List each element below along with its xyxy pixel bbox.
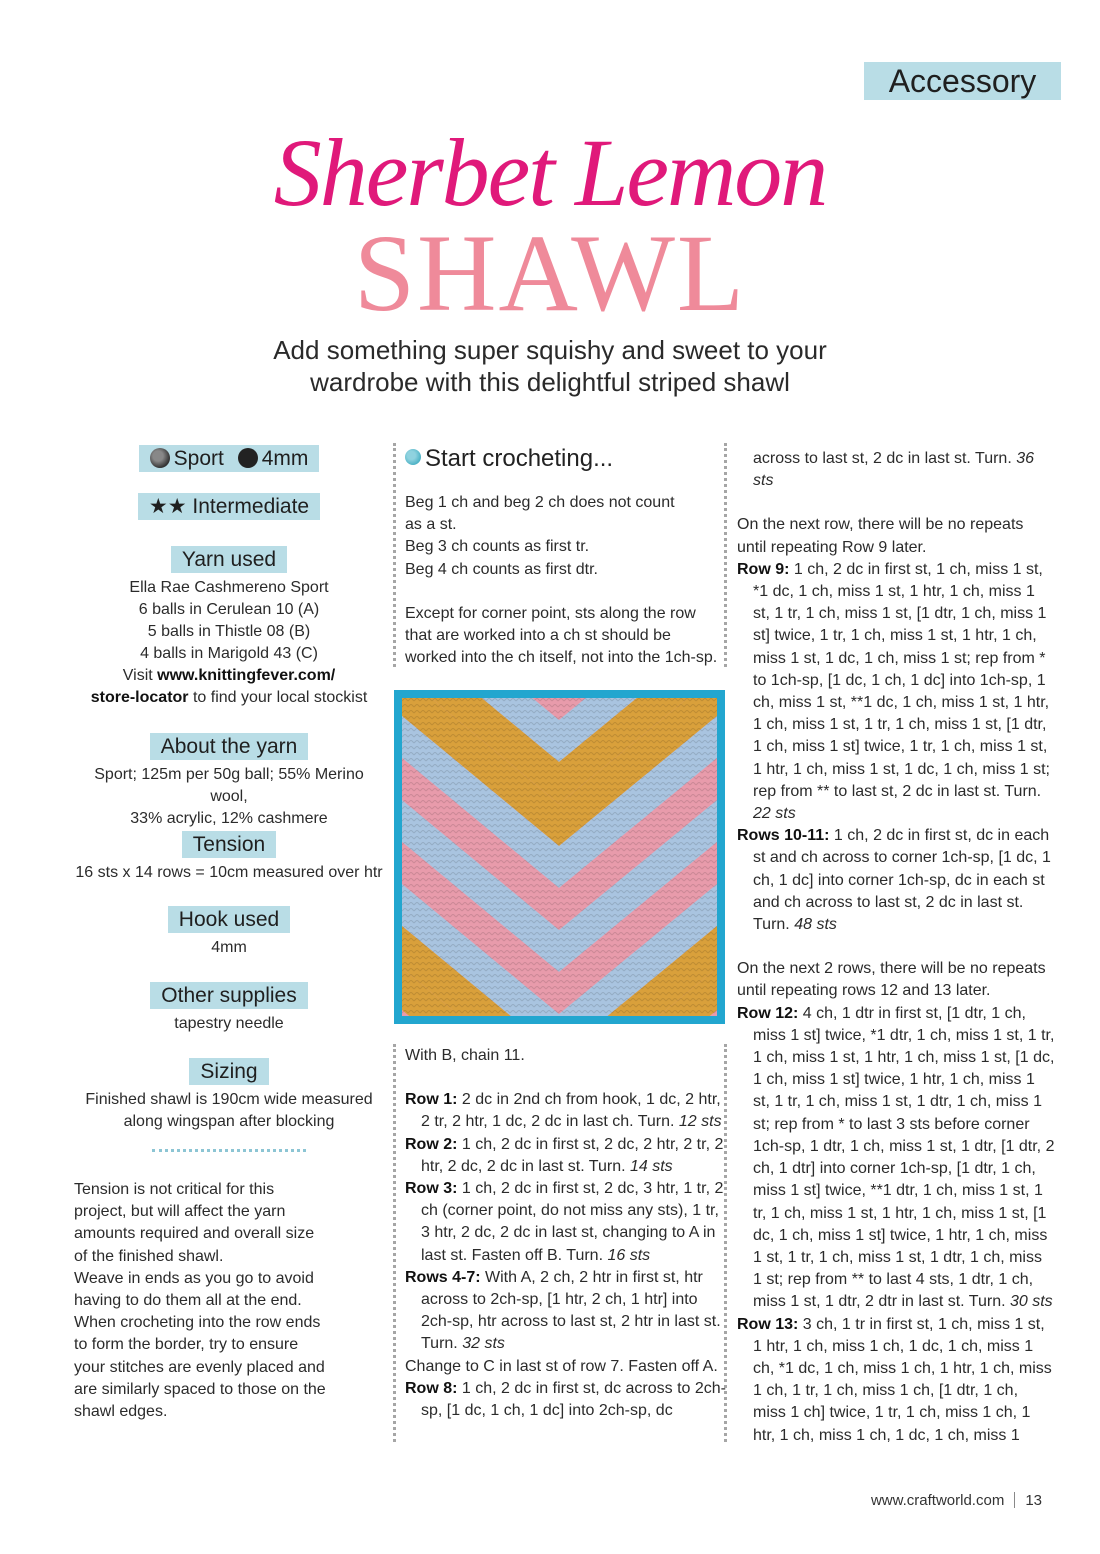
row-label: Row 9: bbox=[737, 560, 790, 578]
column-divider bbox=[393, 1044, 396, 1442]
row-text: 1 ch, 2 dc in first st, dc in each st and ch across to corner 1ch-sp, [1 dc, 1 ch, 1 dc] into corner 1ch-sp, dc in each st and ch across to last st, 2 dc in last st. Turn. bbox=[753, 827, 1051, 934]
stockist-suffix: to find your local stockist bbox=[188, 689, 368, 706]
yarn-line: 4 balls in Marigold 43 (C) bbox=[140, 645, 318, 662]
footer-separator bbox=[1014, 1492, 1015, 1508]
note-line: to form the border, try to ensure bbox=[74, 1336, 299, 1354]
divider bbox=[152, 1149, 306, 1152]
weight-hook-badge bbox=[74, 445, 384, 472]
title-line-2: SHAWL bbox=[353, 212, 747, 334]
row-label: Rows 4-7: bbox=[405, 1268, 481, 1286]
hook-icon bbox=[238, 448, 258, 468]
row-text: 1 ch, 2 dc in first st, dc across to 2ch-sp, [1 dc, 1 ch, 1 dc] into 2ch-sp, dc bbox=[421, 1379, 726, 1420]
colour-change-note: Change to C in last st of row 7. Fasten off A. bbox=[405, 1357, 718, 1375]
stitch-count: 32 sts bbox=[462, 1335, 505, 1353]
stitch-count: 14 sts bbox=[629, 1157, 673, 1175]
note-line: amounts required and overall size bbox=[74, 1225, 315, 1243]
hook-used-label: Hook used bbox=[168, 906, 290, 933]
notes bbox=[74, 1179, 364, 1423]
tension-value: 16 sts x 14 rows = 10cm measured over htr bbox=[75, 864, 383, 881]
visit-text: Visit bbox=[122, 667, 158, 684]
note-line: shawl edges. bbox=[74, 1403, 168, 1421]
stockist-link[interactable]: www.knittingfever.com/ bbox=[157, 667, 336, 684]
row-8-continued: across to last st, 2 dc in last st. Turn. bbox=[753, 450, 1017, 467]
note-line: project, but will affect the yarn bbox=[74, 1203, 286, 1221]
row-label: Row 2: bbox=[405, 1135, 458, 1153]
about-yarn-label: About the yarn bbox=[150, 733, 309, 760]
row-label: Row 12: bbox=[737, 1004, 799, 1022]
about-yarn-line: 33% acrylic, 12% cashmere bbox=[130, 810, 328, 827]
row-9 bbox=[737, 559, 1055, 825]
note-line: Weave in ends as you go to avoid bbox=[74, 1269, 314, 1287]
row-text: 1 ch, 2 dc in first st, 2 dc, 2 htr, 2 tr, 2 htr, 2 dc, 2 dc in last st. Turn. bbox=[421, 1135, 724, 1175]
row-label: Row 8: bbox=[405, 1379, 458, 1397]
sizing-line: along wingspan after blocking bbox=[123, 1113, 335, 1130]
subtitle-line-1: Add something super squishy and sweet to your bbox=[273, 335, 827, 365]
hook-size-text: 4mm bbox=[261, 447, 309, 470]
row-2 bbox=[405, 1134, 727, 1178]
yarn-ball-icon bbox=[150, 448, 170, 468]
intro-line: worked into the ch itself, not into the 1ch-sp. bbox=[405, 649, 718, 667]
column-divider bbox=[393, 443, 396, 667]
subtitle-line-2: wardrobe with this delightful striped shawl bbox=[310, 367, 790, 397]
about-yarn-section bbox=[74, 733, 384, 830]
note-line: Tension is not critical for this bbox=[74, 1181, 275, 1198]
stitch-count: 36 sts bbox=[753, 450, 1035, 490]
yarn-used-label: Yarn used bbox=[171, 546, 287, 573]
row-label: Row 13: bbox=[737, 1315, 799, 1333]
note-line: having to do them all at the end. bbox=[74, 1292, 302, 1310]
difficulty-badge bbox=[74, 493, 384, 520]
intro-line: Beg 1 ch and beg 2 ch does not count bbox=[405, 494, 675, 511]
note-line: On the next 2 rows, there will be no repeats bbox=[737, 960, 1046, 978]
sizing-line: Finished shawl is 190cm wide measured bbox=[85, 1091, 373, 1108]
yarn-line: 5 balls in Thistle 08 (B) bbox=[147, 623, 311, 640]
yarn-line: 6 balls in Cerulean 10 (A) bbox=[138, 601, 320, 618]
weight-text: Sport bbox=[173, 447, 224, 470]
stitch-count: 48 sts bbox=[794, 916, 837, 934]
start-heading bbox=[405, 445, 727, 473]
row-label: Row 3: bbox=[405, 1180, 458, 1198]
tension-section bbox=[74, 831, 384, 884]
row-1 bbox=[405, 1089, 727, 1133]
note-line: are similarly spaced to those on the bbox=[74, 1380, 326, 1398]
row-text: 1 ch, 2 dc in first st, 1 ch, miss 1 st, *1 dc, 1 ch, miss 1 st, 1 htr, 1 ch, miss 1 st, 1 tr, 1 ch, miss 1 st, [1 dtr, 1 ch, miss 1 st] twice, 1 tr, 1 ch, miss 1 st, 1 htr, 1 ch, miss 1 st, 1 dc, 1 ch, miss 1 st; rep from * to 1ch-sp, [1 dc, 1 ch, 1 dc] into 1ch-sp, 1 ch, miss 1 st, **1 dc, 1 ch, miss 1 st, 1 htr, 1 ch, miss 1 st, 1 tr, 1 ch, miss 1 st, [1 dtr, 1 ch, miss 1 st] twice, 1 tr, 1 ch, miss 1 st, 1 htr, 1 ch, miss 1 st, 1 dc, 1 ch, miss 1 st; rep from ** to last st, 2 dc in last st. Turn. bbox=[753, 560, 1050, 800]
note-line: your stitches are evenly placed and bbox=[74, 1358, 325, 1376]
other-supplies-section bbox=[74, 982, 384, 1035]
sizing-section bbox=[74, 1058, 384, 1133]
yarn-ball-icon bbox=[405, 449, 421, 465]
start-intro bbox=[405, 492, 727, 669]
intro-line: Beg 3 ch counts as first tr. bbox=[405, 538, 590, 556]
row-text: With A, 2 ch, 2 htr in first st, htr across to 2ch-sp, [1 htr, 2 ch, 1 htr] into 2ch-sp, htr across to last st, 2 htr in last st. Turn. bbox=[421, 1268, 721, 1353]
note-line: of the finished shawl. bbox=[74, 1247, 224, 1265]
footer-url[interactable]: www.craftworld.com bbox=[870, 1492, 1005, 1509]
stitch-count: 30 sts bbox=[1009, 1293, 1053, 1311]
intro-line: that are worked into a ch st should be bbox=[405, 627, 671, 645]
rows-4-7 bbox=[405, 1267, 727, 1356]
category-label: Accessory bbox=[864, 62, 1061, 100]
row-label: Rows 10-11: bbox=[737, 827, 830, 845]
row-13 bbox=[737, 1314, 1055, 1447]
stitch-count: 22 sts bbox=[753, 805, 796, 823]
row-label: Row 1: bbox=[405, 1091, 458, 1109]
start-heading-text: Start crocheting... bbox=[425, 445, 614, 472]
note-line: until repeating rows 12 and 13 later. bbox=[737, 982, 991, 1000]
pattern-rows-right bbox=[737, 448, 1055, 1447]
page-number: 13 bbox=[1025, 1492, 1042, 1509]
row-8 bbox=[405, 1378, 727, 1422]
intro-line: Beg 4 ch counts as first dtr. bbox=[405, 560, 598, 578]
difficulty-stars-icon: ★★ bbox=[148, 495, 187, 518]
row-3 bbox=[405, 1178, 727, 1267]
intro-line: as a st. bbox=[405, 516, 457, 534]
pattern-rows-middle bbox=[405, 1045, 727, 1422]
row-12 bbox=[737, 1003, 1055, 1314]
stitch-count: 16 sts bbox=[607, 1246, 651, 1264]
yarn-line: Ella Rae Cashmereno Sport bbox=[129, 579, 329, 596]
note-line: When crocheting into the row ends bbox=[74, 1314, 321, 1332]
sizing-label: Sizing bbox=[189, 1058, 268, 1085]
title-line-1: Sherbet Lemon bbox=[273, 119, 827, 226]
shawl-stripes-image bbox=[402, 698, 717, 1016]
row-text: 1 ch, 2 dc in first st, 2 dc, 3 htr, 1 tr, 2 ch (corner point, do not miss any sts), 1 tr, 3 htr, 2 dc, 2 dc in last st, changing to A in last st. Fasten off B. Turn. bbox=[421, 1180, 724, 1264]
footer bbox=[871, 1492, 1042, 1509]
note-line: until repeating Row 9 later. bbox=[737, 538, 927, 556]
shawl-photo bbox=[394, 690, 725, 1024]
other-supplies-value: tapestry needle bbox=[174, 1015, 284, 1032]
yarn-used-section bbox=[74, 546, 384, 709]
rows-10-11 bbox=[737, 825, 1055, 936]
note-line: On the next row, there will be no repeats bbox=[737, 516, 1024, 534]
hook-used-value: 4mm bbox=[211, 939, 247, 956]
row-text: 4 ch, 1 dtr in first st, [1 dtr, 1 ch, miss 1 st] twice, *1 dtr, 1 ch, miss 1 st, 1 tr, 1 ch, miss 1 st, 1 htr, 1 ch, miss 1 st, [1 dc, 1 ch, miss 1 st] twice, 1 htr, 1 ch, miss 1 st, 1 tr, 1 ch, miss 1 st, 1 dtr, 1 ch, miss 1 st; rep from * to last 3 sts before corner 1ch-sp, 1 dtr, 1 ch, miss 1 st, 1 dtr, [1 dtr, 2 ch, 1 dtr] into corner 1ch-sp, [1 dtr, 1 ch, miss 1 st] twice, **1 dtr, 1 ch, miss 1 st, 1 tr, 1 ch, miss 1 st, 1 htr, 1 ch, miss 1 st, [1 dc, 1 ch, miss 1 st] twice, 1 htr, 1 ch, miss 1 st, 1 tr, 1 ch, miss 1 st, 1 dtr, 1 ch, miss 1 st; rep from ** to last 4 sts, 1 dtr, 1 ch, miss 1 st, 1 dtr, 2 dtr in last st. Turn. bbox=[753, 1004, 1055, 1311]
row-text: 3 ch, 1 tr in first st, 1 ch, miss 1 st, 1 htr, 1 ch, miss 1 ch, 1 dc, 1 ch, miss 1 ch, *1 dc, 1 ch, miss 1 ch, 1 htr, 1 ch, miss 1 ch, 1 tr, 1 ch, miss 1 ch, [1 dtr, 1 ch, miss 1 ch] twice, 1 tr, 1 ch, miss 1 ch, 1 htr, 1 ch, miss 1 ch, 1 dc, 1 ch, miss 1 bbox=[753, 1315, 1052, 1444]
hook-used-section bbox=[74, 906, 384, 959]
intro-line: Except for corner point, sts along the row bbox=[405, 604, 696, 622]
tension-label: Tension bbox=[182, 831, 276, 858]
about-yarn-line: Sport; 125m per 50g ball; 55% Merino wool, bbox=[94, 766, 364, 805]
other-supplies-label: Other supplies bbox=[150, 982, 307, 1009]
difficulty-level: Intermediate bbox=[192, 495, 310, 518]
stockist-link-cont[interactable]: store-locator bbox=[90, 689, 189, 706]
stitch-count: 12 sts bbox=[678, 1113, 722, 1131]
row-text: 2 dc in 2nd ch from hook, 1 dc, 2 htr, 2 tr, 2 htr, 1 dc, 2 dc in last ch. Turn. bbox=[421, 1091, 721, 1131]
subtitle bbox=[150, 334, 950, 398]
intro-chain: With B, chain 11. bbox=[405, 1047, 525, 1064]
